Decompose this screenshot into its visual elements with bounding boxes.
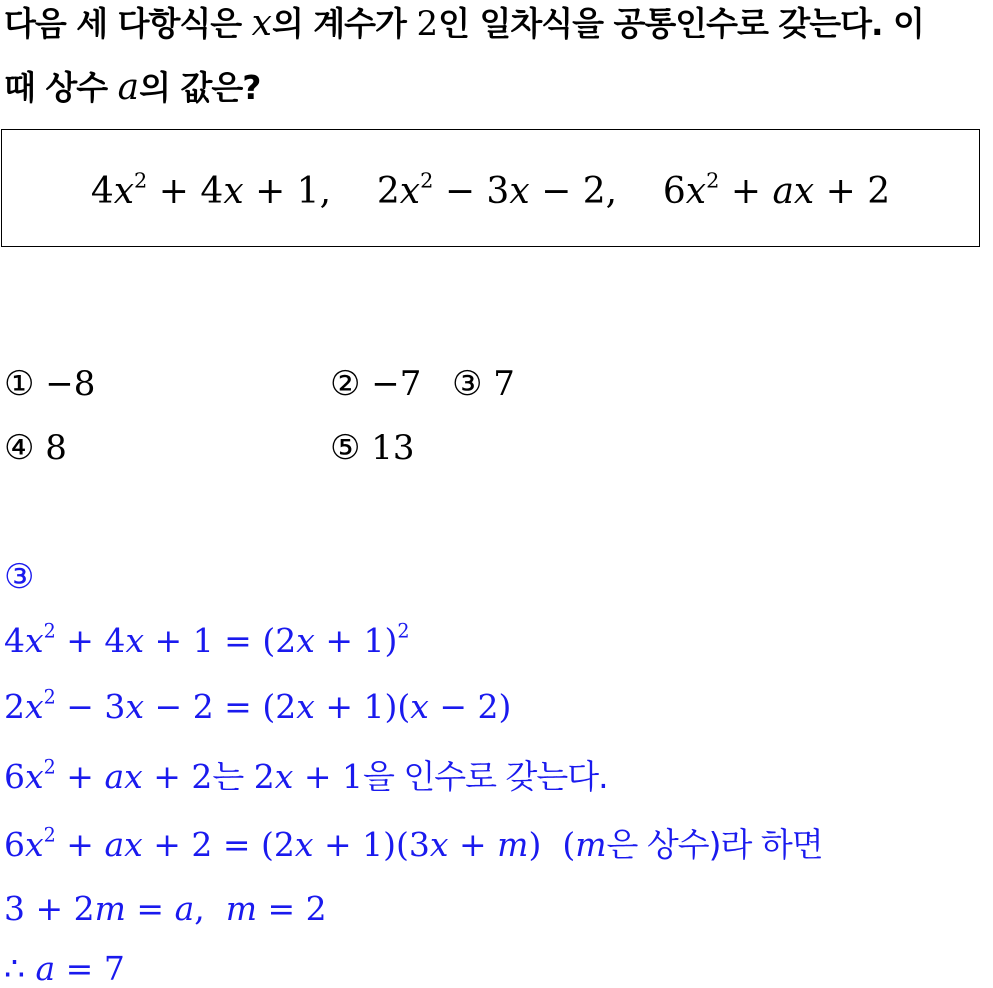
choice-4[interactable] — [4, 428, 67, 468]
solution-line-4: $6x^2$ + ax + 2 = (2x + 1)(3x + m) (m은 상수)라 하면 — [4, 823, 823, 864]
question-text: 의 값은? — [139, 68, 261, 107]
question-text: 의 계수가 — [271, 4, 406, 43]
math-var-x: x — [251, 3, 272, 44]
solution-text: 을 인수로 갖는다. — [363, 757, 608, 796]
choice-number: ⑤ — [330, 428, 361, 468]
choice-number: ④ — [4, 428, 35, 468]
choice-value: 8 — [45, 428, 67, 468]
solution-text: 는 — [212, 757, 244, 796]
choice-5[interactable] — [330, 428, 415, 468]
solution-line-5: 3 + 2m = a, m = 2 — [4, 889, 327, 928]
choice-number: ② — [330, 364, 361, 404]
choice-value: 13 — [371, 428, 415, 468]
choice-value: −7 — [371, 364, 422, 404]
choice-2[interactable] — [330, 364, 421, 404]
choice-value: −8 — [45, 364, 96, 404]
polynomial-1: $4x^2 + 4x + 1$, — [90, 168, 332, 212]
choice-1[interactable] — [4, 364, 95, 404]
math-var-a: a — [117, 67, 140, 108]
paren-open: ( — [562, 825, 576, 864]
question-line-2 — [4, 67, 261, 108]
choice-3[interactable] — [452, 364, 515, 404]
question-text: 인 일차식을 공통인수로 갖는다. 이 — [438, 4, 924, 43]
polynomial-list — [2, 168, 979, 212]
math-number: 2 — [416, 4, 439, 44]
math-var-m: m — [575, 825, 607, 864]
question-text: 때 상수 — [4, 68, 108, 107]
question-line-1 — [4, 3, 924, 44]
solution-line-1: $4x^2 + 4x + 1 = (2x + 1)^2$ — [4, 619, 410, 660]
solution-line-3: $6x^2$ + ax + 2는 2x + 1을 인수로 갖는다. — [4, 755, 608, 796]
choice-value: 7 — [493, 364, 515, 404]
choice-number: ① — [4, 364, 35, 404]
polynomial-2: $2x^2 - 3x - 2$, — [376, 168, 618, 212]
polynomial-3: $6x^2$ + ax + 2 — [662, 168, 891, 212]
polynomial-box — [1, 129, 980, 247]
solution-answer: ③ — [4, 557, 35, 597]
choice-number: ③ — [452, 364, 483, 404]
solution-text: 은 상수)라 하면 — [606, 825, 823, 864]
solution-line-2: $2x^2 - 3x - 2 = (2x + 1)(x - 2)$ — [4, 685, 512, 726]
question-text: 다음 세 다항식은 — [4, 4, 242, 43]
solution-line-6: ∴ a = 7 — [4, 949, 125, 988]
